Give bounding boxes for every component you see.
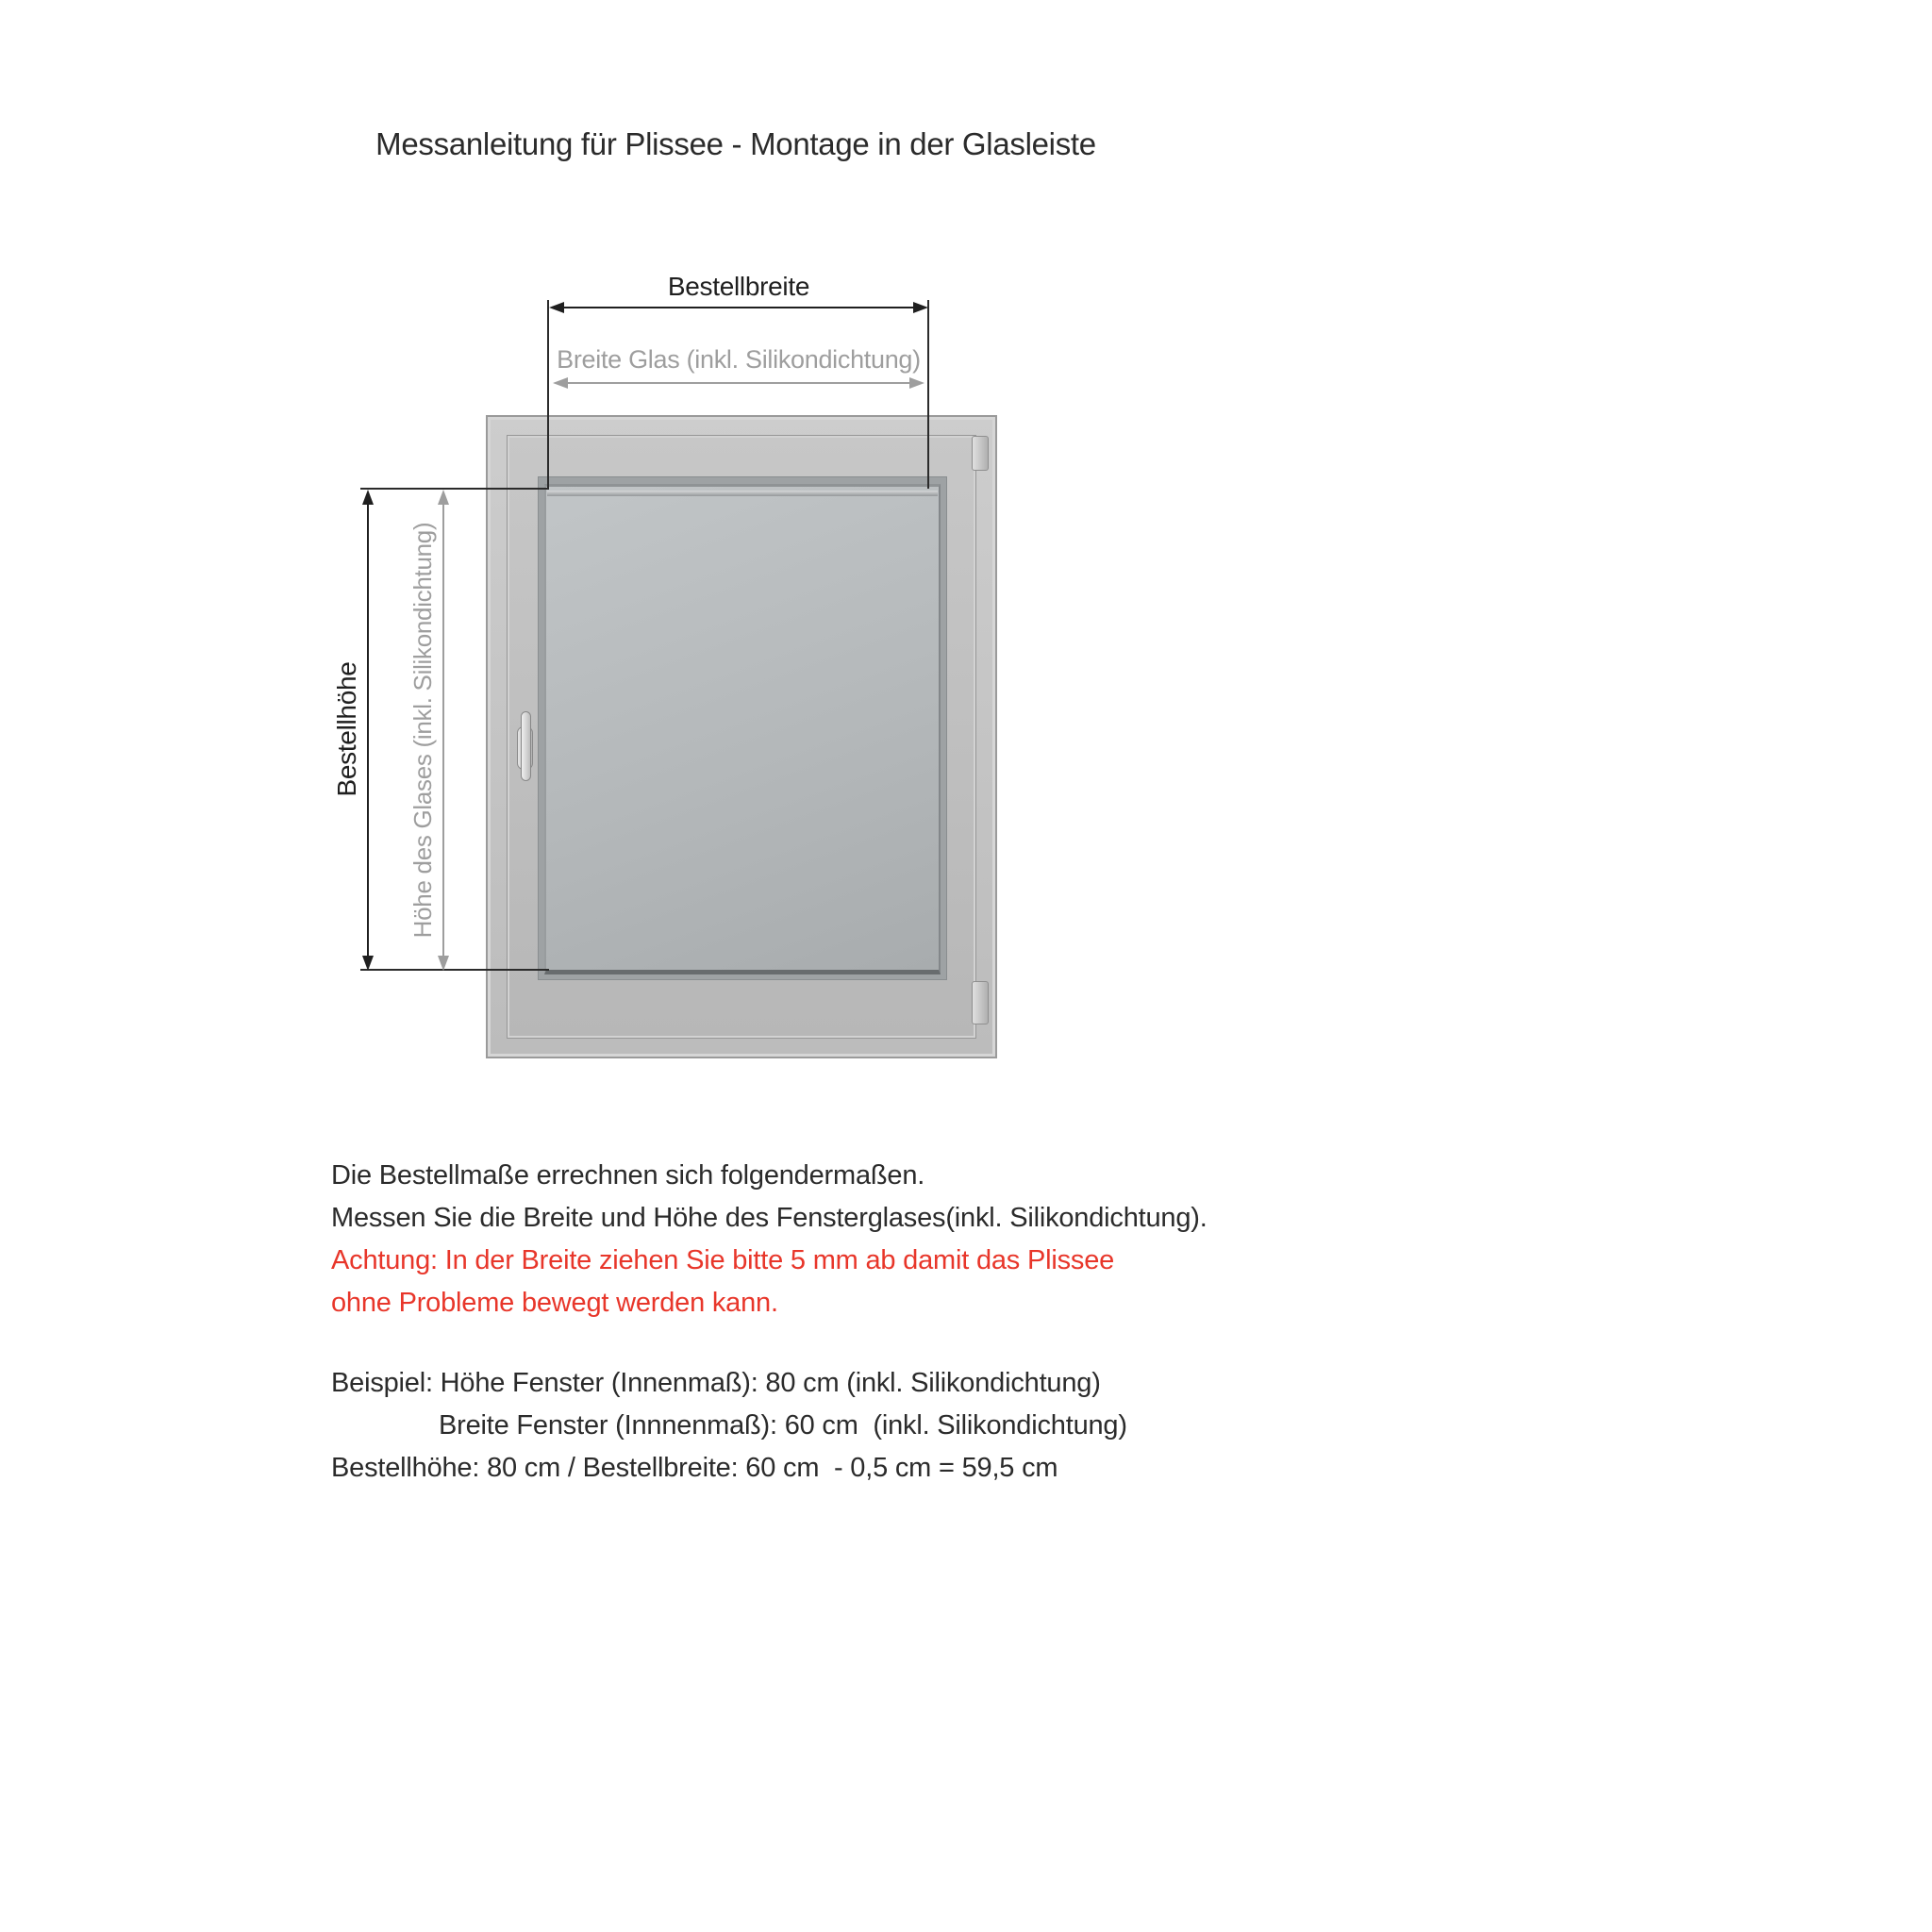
example-line: Bestellhöhe: 80 cm / Bestellbreite: 60 cm - 0,5 cm = 59,5 cm [331, 1453, 1058, 1483]
extension-line-height-bottom [360, 969, 549, 971]
arrow-shaft [565, 382, 912, 384]
glass-height-arrow [434, 490, 453, 971]
order-height-arrow [358, 490, 377, 971]
arrow-shaft [442, 502, 444, 958]
example-block [331, 1362, 1127, 1490]
glass-width-label: Breite Glas (inkl. Silikondichtung) [557, 345, 921, 374]
extension-line-height-top [360, 488, 549, 490]
instructions-block [331, 1155, 1208, 1324]
warning-line: Achtung: In der Breite ziehen Sie bitte 5 mm ab damit das Plissee [331, 1245, 1115, 1275]
extension-line-width-left [547, 300, 549, 489]
order-width-arrow [549, 298, 928, 317]
glass-top-bead [547, 491, 938, 496]
warning-line: ohne Probleme bewegt werden kann. [331, 1288, 778, 1318]
order-width-label: Bestellbreite [667, 272, 810, 301]
window-handle [521, 711, 531, 781]
arrow-shaft [367, 502, 369, 958]
arrow-shaft [561, 307, 916, 308]
instruction-line: Die Bestellmaße errechnen sich folgendermaßen. [331, 1160, 925, 1191]
glass-width-arrow [553, 374, 924, 392]
example-line: Beispiel: Höhe Fenster (Innenmaß): 80 cm (inkl. Silikondichtung) [331, 1368, 1101, 1398]
glass-height-label: Höhe des Glases (inkl. Silikondichtung) [408, 522, 437, 939]
page-title: Messanleitung für Plissee - Montage in der Glasleiste [375, 126, 1096, 161]
extension-line-width-right [927, 300, 929, 489]
instruction-line: Messen Sie die Breite und Höhe des Fensterglases(inkl. Silikondichtung). [331, 1203, 1208, 1233]
window-hinge-top [972, 436, 989, 471]
order-height-label: Bestellhöhe [332, 661, 361, 797]
window-glass [544, 484, 941, 974]
window-hinge-bottom [972, 981, 989, 1024]
example-line: Breite Fenster (Innnenmaß): 60 cm (inkl. Silikondichtung) [439, 1410, 1127, 1441]
